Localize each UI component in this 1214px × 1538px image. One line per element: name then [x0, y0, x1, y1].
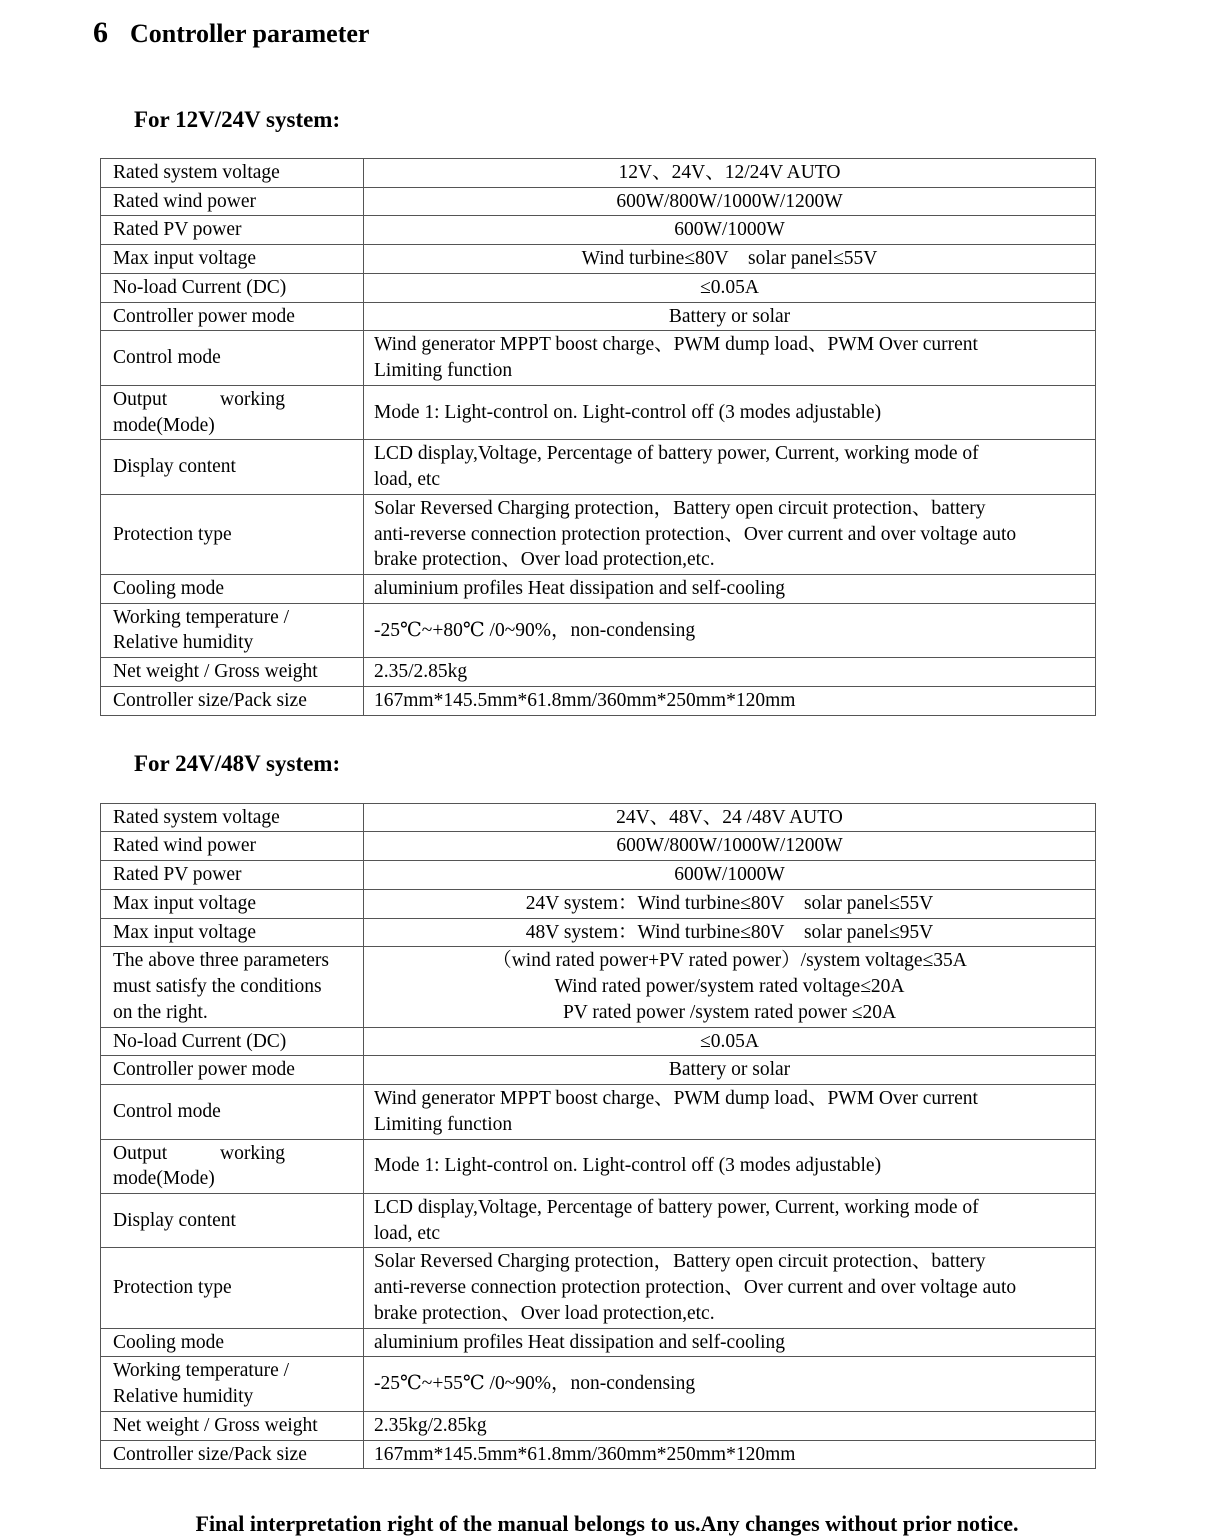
spec-value-line: Battery or solar	[668, 1059, 791, 1081]
spec-value-line: Wind turbine≤80V solar panel≤55V	[581, 248, 878, 270]
spec-label-line: Max input voltage	[113, 248, 256, 270]
table-row	[101, 889, 1096, 918]
spec-value-cell	[364, 159, 1096, 188]
spec-label-line: No-load Current (DC)	[113, 276, 287, 298]
spec-label-line: Rated system voltage	[113, 806, 280, 828]
spec-label-line: Relative humidity	[113, 632, 254, 654]
table-row	[101, 1328, 1096, 1357]
spec-value-line: 600W/1000W	[674, 219, 785, 241]
table-row	[101, 861, 1096, 890]
table-row	[101, 1139, 1096, 1193]
spec-value-line: PV rated power /system rated power ≤20A	[562, 1001, 897, 1023]
spec-label-cell	[101, 1328, 364, 1357]
spec-label-line: must satisfy the conditions	[113, 976, 322, 998]
spec-label-line: Protection type	[113, 523, 232, 545]
table-row	[101, 1056, 1096, 1085]
spec-value-cell	[364, 1056, 1096, 1085]
spec-value-line: 167mm*145.5mm*61.8mm/360mm*250mm*120mm	[374, 689, 796, 711]
spec-value-line: aluminium profiles Heat dissipation and self-cooling	[374, 578, 786, 600]
spec-label-line: Rated system voltage	[113, 162, 280, 183]
spec-value-cell	[364, 575, 1096, 604]
spec-label-cell	[101, 1193, 364, 1247]
spec-value-cell	[364, 603, 1096, 657]
spec-label-line: Rated PV power	[113, 864, 242, 886]
spec-value-line: 12V、24V、12/24V AUTO	[618, 162, 841, 183]
spec-label-line: Cooling mode	[113, 578, 225, 600]
spec-value-line: 600W/1000W	[674, 864, 785, 886]
spec-label-line: No-load Current (DC)	[113, 1030, 287, 1052]
footer-note: Final interpretation right of the manual belongs to us.Any changes without prior notice.	[195, 1511, 1019, 1537]
spec-label-cell	[101, 1357, 364, 1411]
spec-value-line: Wind generator MPPT boost charge、PWM dump load、PWM Over current	[374, 1088, 978, 1110]
spec-value-cell	[364, 302, 1096, 331]
spec-value-cell	[364, 861, 1096, 890]
spec-label-line: mode(Mode)	[113, 414, 215, 436]
spec-label-cell	[101, 216, 364, 245]
spec-table-2	[100, 803, 1096, 1470]
spec-value-line: Wind rated power/system rated voltage≤20A	[554, 976, 905, 998]
spec-label-cell	[101, 440, 364, 494]
spec-label-line: Controller power mode	[113, 305, 295, 327]
spec-value-line: 600W/800W/1000W/1200W	[616, 835, 843, 857]
spec-label-line: Display content	[113, 1209, 236, 1231]
spec-label-cell	[101, 1139, 364, 1193]
spec-value-line: load, etc	[374, 469, 441, 491]
spec-label-line: Protection type	[113, 1277, 232, 1299]
table-row	[101, 1357, 1096, 1411]
spec-value-line: 2.35kg/2.85kg	[374, 1414, 487, 1436]
spec-label-line: Display content	[113, 456, 236, 478]
spec-label-cell	[101, 187, 364, 216]
spec-value-line: Limiting function	[374, 360, 513, 382]
spec-value-line: 24V system：Wind turbine≤80V solar panel≤55V	[525, 892, 934, 914]
spec-value-line: 600W/800W/1000W/1200W	[616, 190, 843, 212]
spec-value-line: Battery or solar	[668, 305, 791, 327]
spec-label-line: Rated wind power	[113, 835, 256, 857]
spec-value-line: Mode 1: Light-control on. Light-control off (3 modes adjustable)	[374, 401, 882, 423]
spec-value-line: Wind generator MPPT boost charge、PWM dump load、PWM Over current	[374, 334, 978, 356]
table-row	[101, 494, 1096, 574]
spec-value-cell	[364, 385, 1096, 439]
spec-value-cell	[364, 947, 1096, 1027]
spec-value-cell	[364, 216, 1096, 245]
spec-label-cell	[101, 1056, 364, 1085]
spec-label-line: on the right.	[113, 1001, 208, 1023]
spec-label-cell	[101, 302, 364, 331]
spec-label-line: The above three parameters	[113, 950, 330, 972]
spec-value-cell	[364, 187, 1096, 216]
spec-label-line: Working temperature /	[113, 606, 290, 628]
spec-label-cell	[101, 1248, 364, 1328]
spec-label-cell	[101, 918, 364, 947]
table-row	[101, 1193, 1096, 1247]
spec-value-cell	[364, 494, 1096, 574]
spec-label-line: Net weight / Gross weight	[113, 661, 318, 683]
spec-value-line: load, etc	[374, 1222, 441, 1244]
spec-value-line: LCD display,Voltage, Percentage of battery power, Current, working mode of	[374, 443, 979, 465]
table-row	[101, 918, 1096, 947]
spec-table-1	[100, 158, 1096, 716]
spec-value-cell	[364, 1248, 1096, 1328]
spec-value-line: anti-reverse connection protection protection、Over current and over voltage auto	[374, 1277, 1017, 1299]
spec-value-line: ≤0.05A	[700, 276, 759, 298]
spec-label-cell	[101, 947, 364, 1027]
table-row	[101, 686, 1096, 715]
spec-label-line: Max input voltage	[113, 921, 256, 943]
spec-value-cell	[364, 245, 1096, 274]
table-row	[101, 1248, 1096, 1328]
spec-value-line: LCD display,Voltage, Percentage of battery power, Current, working mode of	[374, 1196, 979, 1218]
table-row	[101, 832, 1096, 861]
spec-value-cell	[364, 1411, 1096, 1440]
table-row	[101, 440, 1096, 494]
spec-value-cell	[364, 658, 1096, 687]
spec-value-line: aluminium profiles Heat dissipation and self-cooling	[374, 1331, 786, 1353]
spec-value-line: ≤0.05A	[700, 1030, 759, 1052]
spec-label-cell	[101, 1440, 364, 1469]
spec-label-cell	[101, 385, 364, 439]
spec-value-cell	[364, 803, 1096, 832]
spec-label-line: Rated wind power	[113, 190, 256, 212]
spec-value-line: Limiting function	[374, 1113, 513, 1135]
spec-value-cell	[364, 1139, 1096, 1193]
table-row	[101, 658, 1096, 687]
spec-label-line: Control mode	[113, 1100, 221, 1122]
sub-heading-1: For 12V/24V system:	[134, 107, 341, 132]
spec-value-cell	[364, 1357, 1096, 1411]
spec-value-cell	[364, 273, 1096, 302]
spec-label-line: Max input voltage	[113, 892, 256, 914]
table-row	[101, 385, 1096, 439]
table-row	[101, 159, 1096, 188]
table-row	[101, 216, 1096, 245]
spec-value-line: 2.35/2.85kg	[374, 661, 468, 683]
spec-label-line: Control mode	[113, 347, 221, 369]
spec-value-cell	[364, 1027, 1096, 1056]
table-row	[101, 803, 1096, 832]
section-heading	[0, 0, 1214, 48]
spec-label-line: mode(Mode)	[113, 1168, 215, 1190]
spec-label-cell	[101, 658, 364, 687]
table-row	[101, 947, 1096, 1027]
table-row	[101, 1027, 1096, 1056]
table-row	[101, 1411, 1096, 1440]
spec-label-cell	[101, 1411, 364, 1440]
spec-label-line: Working temperature /	[113, 1360, 290, 1382]
table-row	[101, 187, 1096, 216]
table-row	[101, 575, 1096, 604]
spec-label-line: Controller size/Pack size	[113, 1443, 307, 1465]
spec-label-cell	[101, 331, 364, 385]
table-row	[101, 331, 1096, 385]
spec-value-line: -25℃~+55℃ /0~90%，non-condensing	[374, 1373, 696, 1395]
table-row	[101, 302, 1096, 331]
spec-value-cell	[364, 889, 1096, 918]
spec-label-cell	[101, 603, 364, 657]
spec-label-line: Output working	[113, 388, 285, 410]
table-row	[101, 1085, 1096, 1139]
spec-value-line: 24V、48V、24 /48V AUTO	[616, 806, 843, 828]
spec-value-cell	[364, 918, 1096, 947]
spec-label-line: Net weight / Gross weight	[113, 1414, 318, 1436]
spec-value-line: Mode 1: Light-control on. Light-control off (3 modes adjustable)	[374, 1155, 882, 1177]
spec-value-line: anti-reverse connection protection protection、Over current and over voltage auto	[374, 523, 1017, 545]
spec-value-line: brake protection、Over load protection,etc.	[374, 1302, 715, 1324]
spec-value-cell	[364, 440, 1096, 494]
table-row	[101, 273, 1096, 302]
spec-label-cell	[101, 494, 364, 574]
spec-label-cell	[101, 832, 364, 861]
spec-label-line: Rated PV power	[113, 219, 242, 241]
spec-label-line: Output working	[113, 1142, 285, 1164]
spec-value-line: Solar Reversed Charging protection，Battery open circuit protection、battery	[374, 497, 986, 519]
spec-value-cell	[364, 1328, 1096, 1357]
spec-value-line: -25℃~+80℃ /0~90%，non-condensing	[374, 619, 696, 641]
spec-value-line: brake protection、Over load protection,etc.	[374, 549, 715, 571]
sub-heading-2: For 24V/48V system:	[134, 750, 341, 776]
table-row	[101, 603, 1096, 657]
spec-value-cell	[364, 1193, 1096, 1247]
spec-label-cell	[101, 686, 364, 715]
spec-label-line: Relative humidity	[113, 1386, 254, 1408]
spec-label-cell	[101, 245, 364, 274]
spec-label-cell	[101, 889, 364, 918]
table-row	[101, 245, 1096, 274]
spec-label-line: Controller power mode	[113, 1059, 295, 1081]
spec-value-cell	[364, 1085, 1096, 1139]
spec-label-cell	[101, 1027, 364, 1056]
table-row	[101, 1440, 1096, 1469]
spec-label-cell	[101, 1085, 364, 1139]
sections-container	[0, 108, 1214, 1469]
spec-value-line: Solar Reversed Charging protection，Battery open circuit protection、battery	[374, 1251, 986, 1273]
spec-value-line: 48V system：Wind turbine≤80V solar panel≤95V	[525, 921, 934, 943]
spec-label-cell	[101, 273, 364, 302]
section-number: 6	[93, 16, 108, 49]
spec-label-line: Controller size/Pack size	[113, 689, 307, 711]
spec-label-line: Cooling mode	[113, 1331, 225, 1353]
spec-value-line: 167mm*145.5mm*61.8mm/360mm*250mm*120mm	[374, 1443, 796, 1465]
spec-label-cell	[101, 575, 364, 604]
spec-label-cell	[101, 803, 364, 832]
spec-value-cell	[364, 832, 1096, 861]
page-title: Controller parameter	[130, 19, 370, 48]
spec-value-cell	[364, 1440, 1096, 1469]
spec-value-cell	[364, 331, 1096, 385]
spec-label-cell	[101, 159, 364, 188]
spec-value-cell	[364, 686, 1096, 715]
spec-value-line: （wind rated power+PV rated power）/system voltage≤35A	[492, 950, 967, 972]
spec-label-cell	[101, 861, 364, 890]
